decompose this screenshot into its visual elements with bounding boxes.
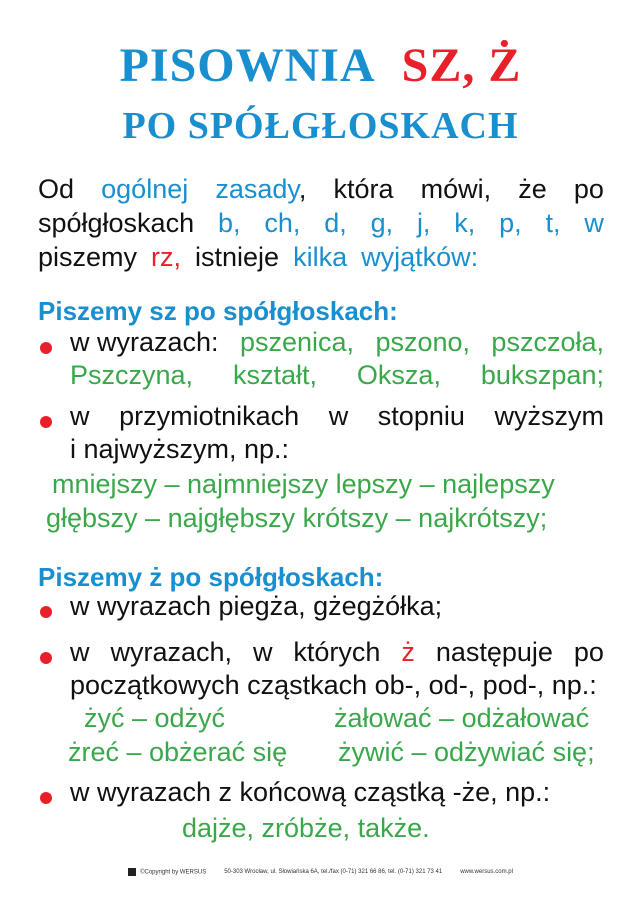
sz-example-line-1: mniejszy – najmniejszy lepszy – najlepszy xyxy=(52,469,555,499)
z-b2-line1: w wyrazach, w których ż następuje po xyxy=(70,637,604,667)
intro-word: która xyxy=(333,174,394,204)
sz-b1-line1: w wyrazach: pszenica, pszono, pszczoła, xyxy=(70,327,604,357)
sz-bullet-2 xyxy=(70,400,604,466)
bullet-dot xyxy=(40,652,52,664)
intro-word: rz, xyxy=(151,242,182,272)
z-example-b2: żywić – odżywiać się; xyxy=(338,737,595,767)
intro-word: piszemy xyxy=(38,242,138,272)
bullet-dot xyxy=(40,342,52,354)
consonant: p, xyxy=(499,208,522,238)
consonant: j, xyxy=(416,208,431,238)
sz-bullet-1 xyxy=(70,326,604,392)
sz-section-heading: Piszemy sz po spółgłoskach: xyxy=(38,296,398,326)
z-bullet-2 xyxy=(70,636,604,702)
sz-b2-line2: i najwyższym, np.: xyxy=(70,434,290,464)
z-bullet-1: w wyrazach piegża, gżegżółka; xyxy=(70,591,443,621)
title-line-1 xyxy=(0,38,641,93)
intro-word: że xyxy=(518,174,547,204)
sz-b1-line2: Pszczyna, kształt, Oksza, bukszpan; xyxy=(70,360,604,390)
title-pisownia: PISOWNIA xyxy=(119,39,376,92)
consonant: t, xyxy=(545,208,561,238)
footer-address: 50-303 Wrocław, ul. Słowiańska 6A, tel./fax (0-71) 321 66 86, tel. (0-71) 321 73 41 xyxy=(224,869,443,875)
bullet-dot xyxy=(40,792,52,804)
title-line-2: PO SPÓŁGŁOSKACH xyxy=(122,105,519,147)
intro-word: ogólnej xyxy=(101,174,189,204)
footer-copyright: ©Copyright by WERSUS xyxy=(128,868,206,876)
intro-word: wyjątków: xyxy=(361,242,479,272)
intro-paragraph xyxy=(38,172,604,274)
z-bullet-3: w wyrazach z końcową cząstką -że, np.: xyxy=(70,777,551,807)
consonant: d, xyxy=(324,208,347,238)
z-b2-line2: początkowych cząstkach ob-, od-, pod-, np.: xyxy=(70,670,597,700)
z-example-line-3: dajże, zróbże, także. xyxy=(182,813,430,843)
sz-b2-line1: w przymiotnikach w stopniu wyższym xyxy=(70,401,604,431)
publisher-logo-icon xyxy=(128,868,136,876)
z-example-a2: żałować – odżałować xyxy=(334,703,590,733)
bullet-dot xyxy=(40,416,52,428)
consonant: ch, xyxy=(264,208,301,238)
consonant: w xyxy=(584,208,604,238)
footer xyxy=(0,864,641,880)
z-example-b1: żreć – obżerać się xyxy=(68,737,288,767)
bullet-dot xyxy=(40,606,52,618)
sz-example-line-2: głębszy – najgłębszy krótszy – najkrótszy; xyxy=(46,503,548,533)
intro-line-2 xyxy=(38,206,604,240)
z-section-heading: Piszemy ż po spółgłoskach: xyxy=(38,562,384,592)
intro-word: kilka xyxy=(293,242,348,272)
intro-line-1: Od ogólnej zasady, która mówi, że po xyxy=(38,174,604,204)
intro-word: spółgłoskach xyxy=(38,208,195,238)
consonant: b, xyxy=(217,208,241,238)
intro-word: mówi, xyxy=(420,174,492,204)
title-sz-z: SZ, Ż xyxy=(401,39,522,92)
z-example-a1: żyć – odżyć xyxy=(84,703,226,733)
intro-word: Od xyxy=(38,174,75,204)
intro-word: zasady xyxy=(215,174,299,204)
consonant: k, xyxy=(454,208,476,238)
consonant: g, xyxy=(370,208,394,238)
footer-website: www.wersus.com.pl xyxy=(460,869,513,875)
intro-word: istnieje xyxy=(195,242,280,272)
intro-line-3 xyxy=(38,240,604,274)
intro-word: po xyxy=(573,174,604,204)
